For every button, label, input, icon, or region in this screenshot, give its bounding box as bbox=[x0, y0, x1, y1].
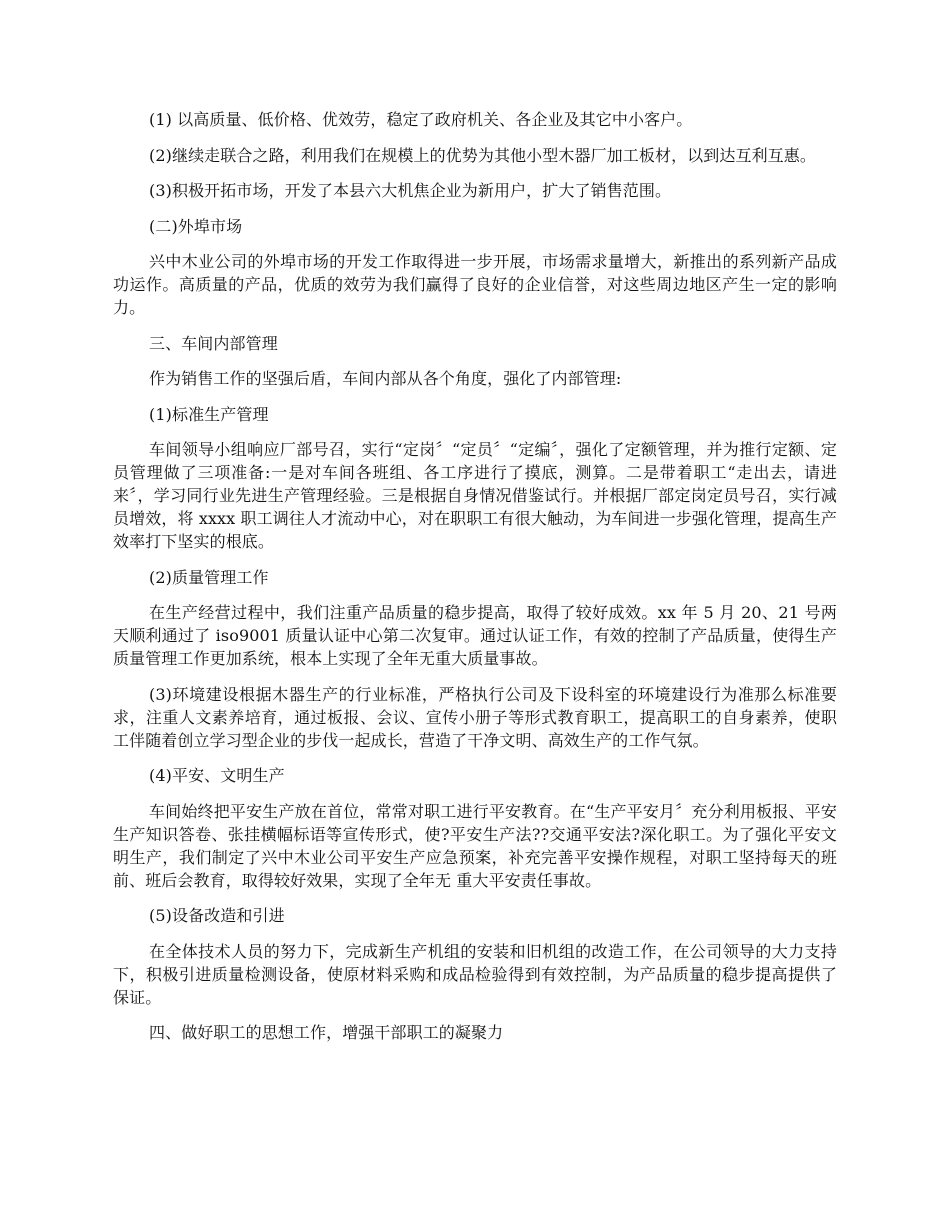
paragraph-equipment: 在全体技术人员的努力下，完成新生产机组的安装和旧机组的改造工作，在公司领导的大力支持下，积极引进质量检测设备，使原材料采购和成品检验得到有效控制，为产品质量的稳步提高提供了保证。 bbox=[113, 941, 837, 1007]
paragraph-workshop-intro: 作为销售工作的坚强后盾，车间内部从各个角度，强化了内部管理: bbox=[149, 369, 622, 388]
heading-standard-production: (1)标准生产管理 bbox=[149, 404, 269, 424]
heading-safety: (4)平安、文明生产 bbox=[149, 766, 285, 785]
paragraph-external-market: 兴中木业公司的外埠市场的开发工作取得进一步开展，市场需求量增大，新推出的系列新产品成功运作。高质量的产品，优质的效劳为我们赢得了良好的企业信誉，对这些周边地区产生一定的影响力。 bbox=[113, 252, 837, 317]
paragraph-safety: 车间始终把平安生产放在首位，常常对职工进行平安教育。在“生产平安月〞充分利用板报、平安生产知识答卷、张挂横幅标语等宣传形式，使?平安生产法??交通平安法?深化职工。为了强化平安文明生产，我们制定了兴中木业公司平安生产应急预案，补充完善平安操作规程，对职工坚持每天的班前、班后会教育，取得较好效果，实现了全年无 重大平安责任事故。 bbox=[113, 801, 837, 890]
paragraph-quality-management: 在生产经营过程中，我们注重产品质量的稳步提高，取得了较好成效。xx 年 5 月 20、21 号两天顺利通过了 iso9001 质量认证中心第二次复审。通过认证工作，有效的控制了产品质量，使得生产质量管理工作更加系统，根本上实现了全年无重大质量事故。 bbox=[113, 603, 837, 668]
paragraph-standard-production: 车间领导小组响应厂部号召，实行“定岗〞“定员〞“定编〞，强化了定额管理，并为推行定额、定员管理做了三项准备:一是对车间各班组、各工序进行了摸底，测算。二是带着职工“走出去，请进来〞，学习同行业先进生产管理经验。三是根据自身情况借鉴试行。并根据厂部定岗定员号召，实行减员增效，将 xxxx 职工调往人才流动中心，对在职职工有很大触动，为车间进一步强化管理，提高生产效率打下坚实的根底。 bbox=[113, 440, 837, 551]
heading-quality-management: (2)质量管理工作 bbox=[149, 567, 269, 587]
paragraph-sales-3: (3)积极开拓市场，开发了本县六大机焦企业为新用户，扩大了销售范围。 bbox=[149, 181, 672, 200]
heading-external-market: (二)外埠市场 bbox=[149, 216, 243, 236]
paragraph-environment: (3)环境建设根据木器生产的行业标准，严格执行公司及下设科室的环境建设行为准那么标准要求，注重人文素养培育，通过板报、会议、宣传小册子等形式教育职工，提高职工的自身素养，使职工伴随着创立学习型企业的步伐一起成长，营造了干净文明、高效生产的工作气氛。 bbox=[113, 684, 837, 750]
document-page bbox=[113, 108, 837, 1057]
paragraph-sales-1: (1) 以高质量、低价格、优效劳，稳定了政府机关、各企业及其它中小客户。 bbox=[149, 110, 693, 129]
heading-equipment: (5)设备改造和引进 bbox=[149, 906, 285, 925]
paragraph-sales-2: (2)继续走联合之路，利用我们在规模上的优势为其他小型木器厂加工板材，以到达互利互惠。 bbox=[149, 145, 816, 165]
heading-workshop-management: 三、车间内部管理 bbox=[149, 333, 278, 353]
heading-staff-cohesion: 四、做好职工的思想工作，增强干部职工的凝聚力 bbox=[149, 1023, 504, 1042]
